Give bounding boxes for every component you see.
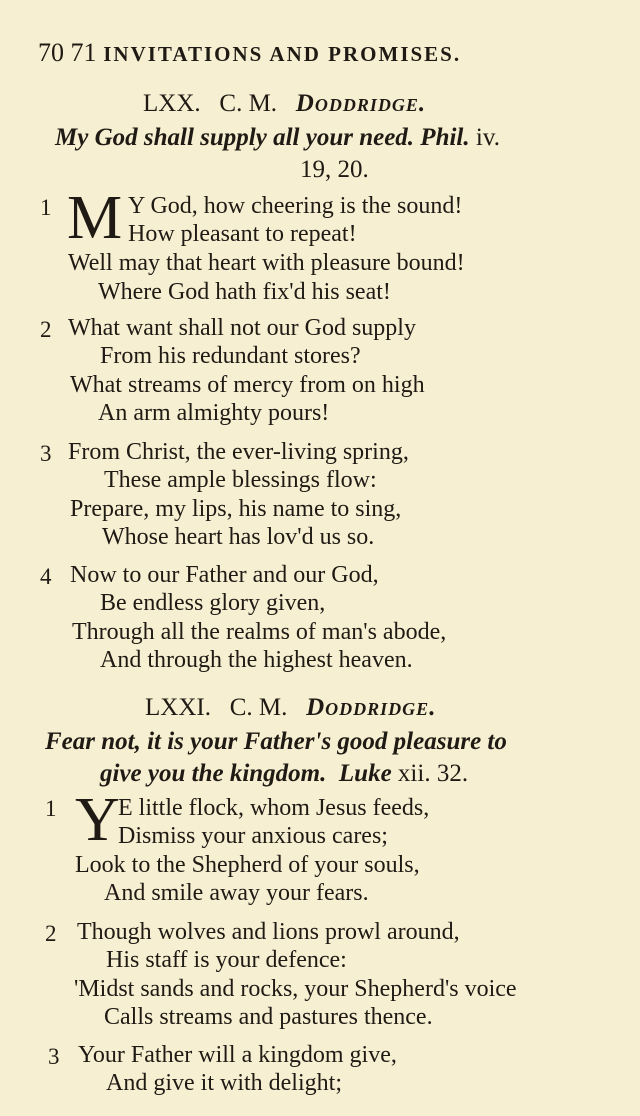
drop-cap: M <box>67 184 123 252</box>
stanza-number: 2 <box>40 317 52 342</box>
scripture-book: Luke <box>338 760 392 787</box>
verse-line: Well may that heart with pleasure bound! <box>68 250 465 276</box>
verse-line: 'Midst sands and rocks, your Shepherd's voice <box>74 976 517 1002</box>
stanza-number: 3 <box>48 1044 60 1069</box>
scripture-book: Phil. <box>420 124 470 151</box>
verse-line: From his redundant stores? <box>100 343 361 369</box>
scripture-verses: 19, 20. <box>300 156 369 183</box>
verse-line: An arm almighty pours! <box>98 400 330 426</box>
stanza-number: 3 <box>40 441 52 466</box>
verse-line: Look to the Shepherd of your souls, <box>75 852 420 878</box>
scripture-quote: Fear not, it is your Father's good pleasure to <box>45 728 507 755</box>
verse-line: What want shall not our God supply <box>68 315 416 341</box>
hymn-number: LXX. <box>143 90 201 117</box>
running-head <box>38 38 461 68</box>
running-head-title: INVITATIONS AND PROMISES. <box>103 42 462 66</box>
verse-line: Though wolves and lions prowl around, <box>77 919 460 945</box>
hymn-author: Doddridge. <box>306 694 437 721</box>
stanza-number: 4 <box>40 564 52 589</box>
scripture-chapter-verse: xii. 32. <box>397 760 469 787</box>
hymn-heading <box>143 90 426 118</box>
verse-line: From Christ, the ever-living spring, <box>68 439 409 465</box>
verse-line: How pleasant to repeat! <box>128 221 357 247</box>
verse-line: These ample blessings flow: <box>104 467 377 493</box>
stanza-number: 1 <box>45 796 57 821</box>
verse-line: Be endless glory given, <box>100 590 326 616</box>
verse-line: Y God, how cheering is the sound! <box>128 193 463 219</box>
hymn-number: LXXI. <box>145 694 211 721</box>
hymn-meter: C. M. <box>229 694 288 721</box>
drop-cap: Y <box>75 786 120 854</box>
scripture-text <box>100 760 468 788</box>
verse-line: Now to our Father and our God, <box>70 562 379 588</box>
scripture-text <box>55 124 500 152</box>
stanza-number: 2 <box>45 921 57 946</box>
hymn-meter: C. M. <box>219 90 278 117</box>
verse-line: Through all the realms of man's abode, <box>72 619 447 645</box>
verse-line: Your Father will a kingdom give, <box>78 1042 397 1068</box>
scripture-chapter: iv. <box>475 124 500 151</box>
hymn-author: Doddridge. <box>295 90 427 117</box>
scripture-quote: give you the kingdom. <box>100 760 327 787</box>
hymn-heading <box>145 694 436 722</box>
verse-line: And give it with delight; <box>106 1070 342 1096</box>
scripture-quote: My God shall supply all your need. <box>55 124 415 151</box>
verse-line: Where God hath fix'd his seat! <box>98 279 391 305</box>
verse-line: Prepare, my lips, his name to sing, <box>70 496 402 522</box>
verse-line: And smile away your fears. <box>104 880 369 906</box>
verse-line: Dismiss your anxious cares; <box>118 823 388 849</box>
verse-line: What streams of mercy from on high <box>70 372 425 398</box>
verse-line: Calls streams and pastures thence. <box>104 1004 433 1030</box>
verse-line: And through the highest heaven. <box>100 647 413 673</box>
verse-line: E little flock, whom Jesus feeds, <box>118 795 430 821</box>
page-numbers: 70 71 <box>38 38 97 67</box>
stanza-number: 1 <box>40 195 52 220</box>
verse-line: His staff is your defence: <box>106 947 347 973</box>
verse-line: Whose heart has lov'd us so. <box>102 524 375 550</box>
